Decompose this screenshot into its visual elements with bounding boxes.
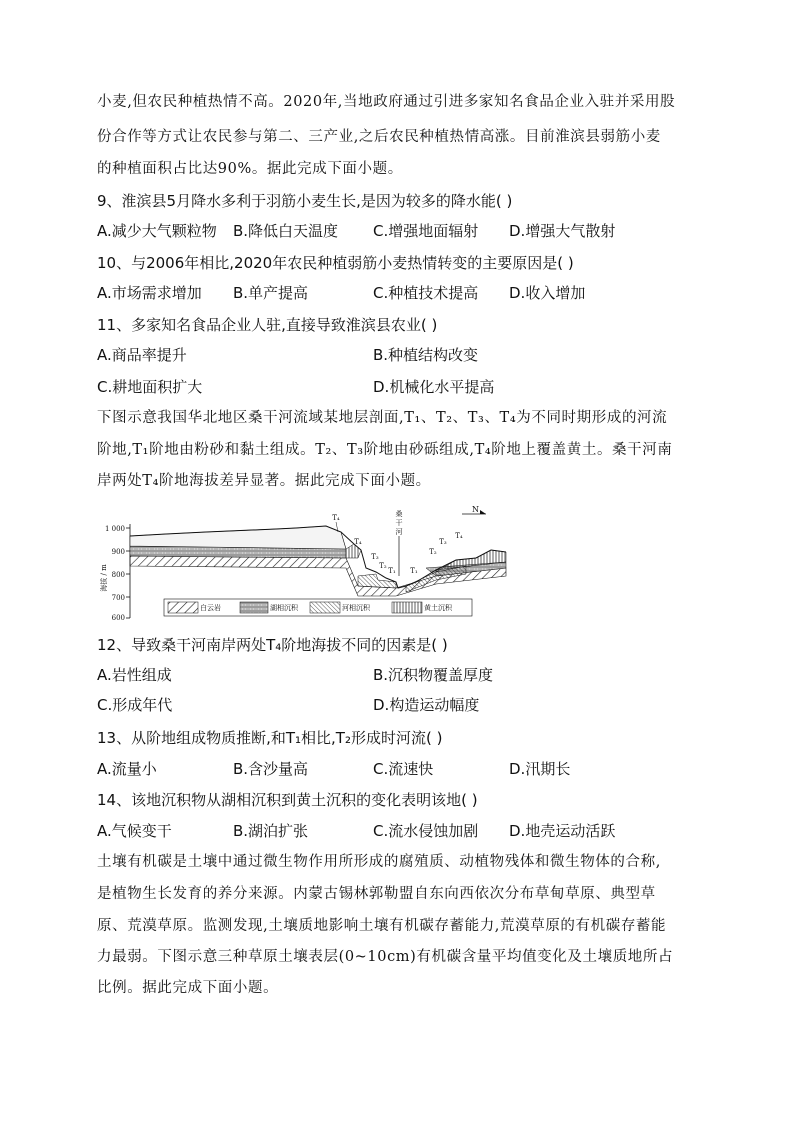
y-tick-800: 800 <box>111 571 125 579</box>
q13-option-b[interactable]: B.含沙量高 <box>233 760 309 778</box>
terrace-label-t1-left: T₁ <box>388 567 396 575</box>
q13-option-c[interactable]: C.流速快 <box>373 760 434 778</box>
legend-label-loess: 黄土沉积 <box>424 604 452 612</box>
q9-option-c[interactable]: C.增强地面辐射 <box>373 222 479 240</box>
q11-option-a[interactable]: A.商品率提升 <box>97 346 187 364</box>
y-tick-600: 600 <box>111 614 125 622</box>
intro1-line-2: 份合作等方式让农民参与第二、三产业,之后农民种植热情高涨。目前淮滨县弱筋小麦 <box>97 129 661 145</box>
q12-option-c[interactable]: C.形成年代 <box>97 696 173 714</box>
y-axis-label: 海拔 / m <box>100 564 108 592</box>
q14-option-b[interactable]: B.湖泊扩张 <box>233 822 309 840</box>
q10-stem: 10、与2006年相比,2020年农民种植弱筋小麦热情转变的主要原因是( ) <box>97 254 574 272</box>
q14-option-c[interactable]: C.流水侵蚀加剧 <box>373 822 479 840</box>
terrace-label-t4-b: T₄ <box>354 538 362 546</box>
q11-option-d[interactable]: D.机械化水平提高 <box>373 378 495 396</box>
intro3-line-1: 土壤有机碳是土壤中通过微生物作用所形成的腐殖质、动植物残体和微生物体的合称, <box>97 854 661 870</box>
legend-label-fluvial: 河相沉积 <box>342 604 370 612</box>
loess-cap-left <box>130 526 346 549</box>
terrace-label-t4-a: T₄ <box>332 514 340 522</box>
fluvial-layer-left <box>358 574 396 588</box>
intro1-line-1: 小麦,但农民种植热情不高。2020年,当地政府通过引进多家知名食品企业入驻并采用股 <box>97 94 676 110</box>
q9-stem: 9、淮滨县5月降水多利于羽筋小麦生长,是因为较多的降水能( ) <box>97 192 513 210</box>
q11-stem: 11、多家知名食品企业人驻,直接导致淮滨县农业( ) <box>97 316 438 334</box>
terrace-label-t1-right: T₁ <box>410 567 418 575</box>
terrace-label-t4-right: T₄ <box>455 532 463 540</box>
q14-option-a[interactable]: A.气候变干 <box>97 822 172 840</box>
q12-option-b[interactable]: B.沉积物覆盖厚度 <box>373 666 494 684</box>
terrace-label-t2-left: T₂ <box>379 562 387 570</box>
q12-option-d[interactable]: D.构造运动幅度 <box>373 696 480 714</box>
legend-swatch-dolomite <box>168 602 198 613</box>
q12-stem: 12、导致桑干河南岸两处T₄阶地海拔不同的因素是( ) <box>97 636 448 654</box>
q14-option-d[interactable]: D.地壳运动活跃 <box>509 822 616 840</box>
terrace-label-t3-left: T₃ <box>371 553 379 561</box>
q13-stem: 13、从阶地组成物质推断,和T₁相比,T₂形成时河流( ) <box>97 729 443 747</box>
y-tick-1000: 1 000 <box>104 525 125 533</box>
terrace-label-t3-right: T₃ <box>439 538 447 546</box>
q10-option-d[interactable]: D.收入增加 <box>509 284 586 302</box>
legend-swatch-fluvial <box>310 602 340 613</box>
north-label: N <box>472 506 479 514</box>
stratigraphic-section-figure <box>96 506 510 622</box>
q9-option-d[interactable]: D.增强大气散射 <box>509 222 616 240</box>
intro2-line-3: 岸两处T₄阶地海拔差异显著。据此完成下面小题。 <box>97 473 431 489</box>
q12-option-a[interactable]: A.岩性组成 <box>97 666 172 684</box>
legend-swatch-loess <box>392 602 422 613</box>
legend-swatch-lacustrine <box>240 602 268 613</box>
legend <box>164 599 472 616</box>
q10-option-c[interactable]: C.种植技术提高 <box>373 284 479 302</box>
intro2-line-1: 下图示意我国华北地区桑干河流域某地层剖面,T₁、T₂、T₃、T₄为不同时期形成的河流 <box>97 410 668 426</box>
intro3-line-3: 原、荒漠草原。监测发现,土壤质地影响土壤有机碳存蓄能力,荒漠草原的有机碳存蓄能 <box>97 918 667 934</box>
intro3-line-4: 力最弱。下图示意三种草原土壤表层(0~10cm)有机碳含量平均值变化及土壤质地所占 <box>97 949 674 965</box>
intro3-line-5: 比例。据此完成下面小题。 <box>97 980 279 996</box>
terrace-label-t2-right: T₂ <box>429 548 437 556</box>
river-label-1: 桑 <box>395 510 403 518</box>
q14-stem: 14、该地沉积物从湖相沉积到黄土沉积的变化表明该地( ) <box>97 791 478 809</box>
q10-option-a[interactable]: A.市场需求增加 <box>97 284 202 302</box>
q9-option-a[interactable]: A.减少大气颗粒物 <box>97 222 217 240</box>
q9-option-b[interactable]: B.降低白天温度 <box>233 222 339 240</box>
legend-label-lacustrine: 湖相沉积 <box>270 604 298 612</box>
y-tick-900: 900 <box>111 548 125 556</box>
q10-option-b[interactable]: B.单产提高 <box>233 284 309 302</box>
intro3-line-2: 是植物生长发育的养分来源。内蒙古锡林郭勒盟自东向西依次分布草甸草原、典型草 <box>97 886 656 902</box>
q11-option-c[interactable]: C.耕地面积扩大 <box>97 378 203 396</box>
river-label-3: 河 <box>395 528 403 536</box>
q11-option-b[interactable]: B.种植结构改变 <box>373 346 479 364</box>
q13-option-d[interactable]: D.汛期长 <box>509 760 571 778</box>
intro1-line-3: 的种植面积占比达90%。据此完成下面小题。 <box>97 161 403 177</box>
river-label-2: 干 <box>395 519 403 527</box>
section-diagram <box>96 506 510 622</box>
y-tick-700: 700 <box>111 594 125 602</box>
legend-label-dolomite: 白云岩 <box>200 604 221 612</box>
intro2-line-2: 阶地,T₁阶地由粉砂和黏土组成。T₂、T₃阶地由砂砾组成,T₄阶地上覆盖黄土。桑干河南 <box>97 442 673 458</box>
q13-option-a[interactable]: A.流量小 <box>97 760 157 778</box>
